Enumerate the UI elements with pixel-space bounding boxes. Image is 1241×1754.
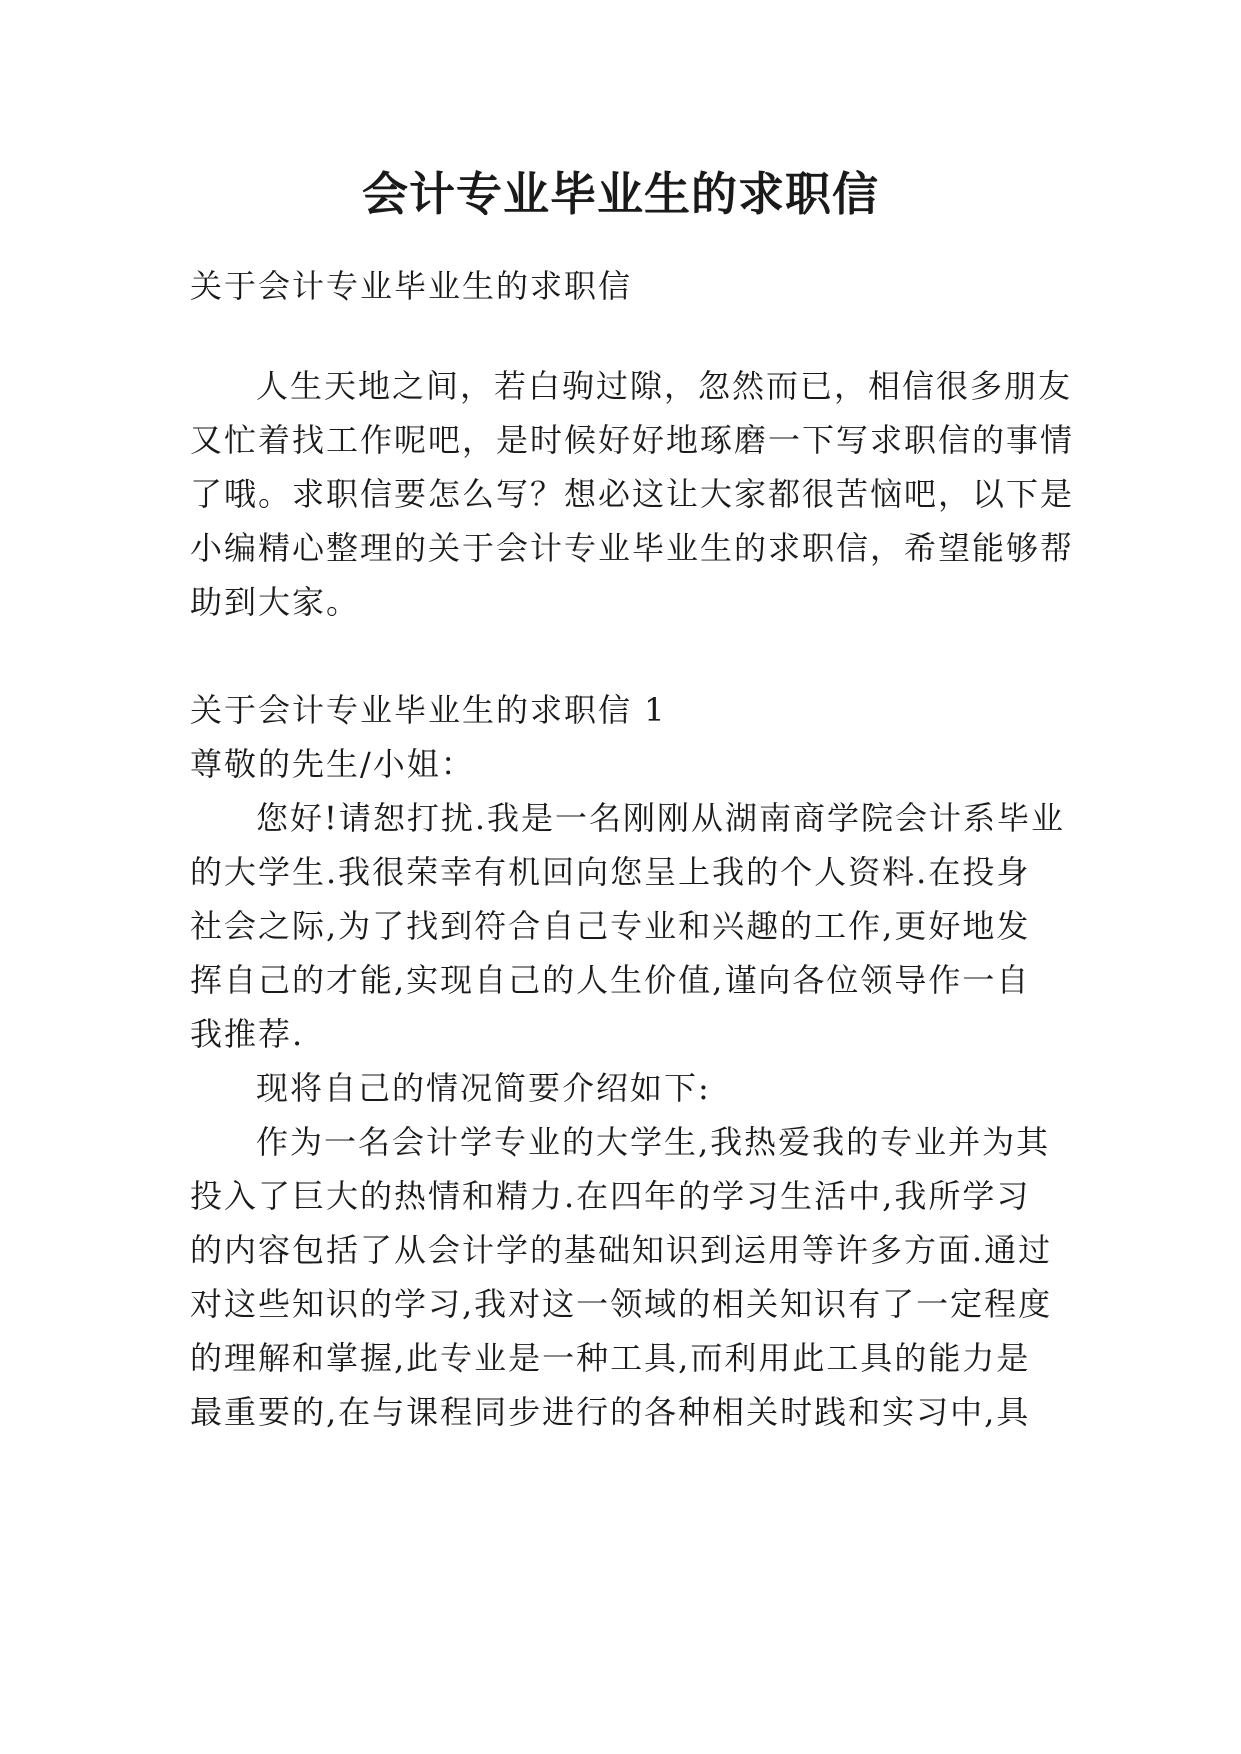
paragraph-line: 对这些知识的学习,我对这一领域的相关知识有了一定程度 [190,1285,1053,1323]
intro-line: 人生天地之间，若白驹过隙，忽然而已，相信很多朋友 [256,367,1073,405]
page-title: 会计专业毕业生的求职信 [362,167,879,221]
paragraph-line: 的大学生.我很荣幸有机回向您呈上我的个人资料.在投身 [190,853,1031,891]
paragraph-line: 投入了巨大的热情和精力.在四年的学习生活中,我所学习 [190,1177,1031,1215]
intro-line: 小编精心整理的关于会计专业毕业生的求职信，希望能够帮 [190,529,1075,567]
intro-line: 了哦。求职信要怎么写？想必这让大家都很苦恼吧，以下是 [190,475,1075,513]
intro-line: 助到大家。 [190,583,361,621]
paragraph-line: 最重要的,在与课程同步进行的各种相关时践和实习中,具 [190,1393,1031,1431]
paragraph-line: 您好!请恕打扰.我是一名刚刚从湖南商学院会计系毕业 [256,799,1066,837]
section-heading: 关于会计专业毕业生的求职信 1 [190,691,667,729]
paragraph-line: 我推荐. [190,1015,305,1053]
paragraph-line: 现将自己的情况简要介绍如下: [256,1069,711,1107]
paragraph-line: 的内容包括了从会计学的基础知识到运用等许多方面.通过 [190,1231,1053,1269]
paragraph-line: 挥自己的才能,实现自己的人生价值,谨向各位领导作一自 [190,961,1031,999]
paragraph-line: 作为一名会计学专业的大学生,我热爱我的专业并为其 [256,1123,1051,1161]
salutation: 尊敬的先生/小姐： [190,745,475,783]
paragraph-line: 的理解和掌握,此专业是一种工具,而利用此工具的能力是 [190,1339,1031,1377]
paragraph-line: 社会之际,为了找到符合自己专业和兴趣的工作,更好地发 [190,907,1031,945]
intro-line: 又忙着找工作呢吧，是时候好好地琢磨一下写求职信的事情 [190,421,1075,459]
document-subtitle: 关于会计专业毕业生的求职信 [190,267,633,305]
